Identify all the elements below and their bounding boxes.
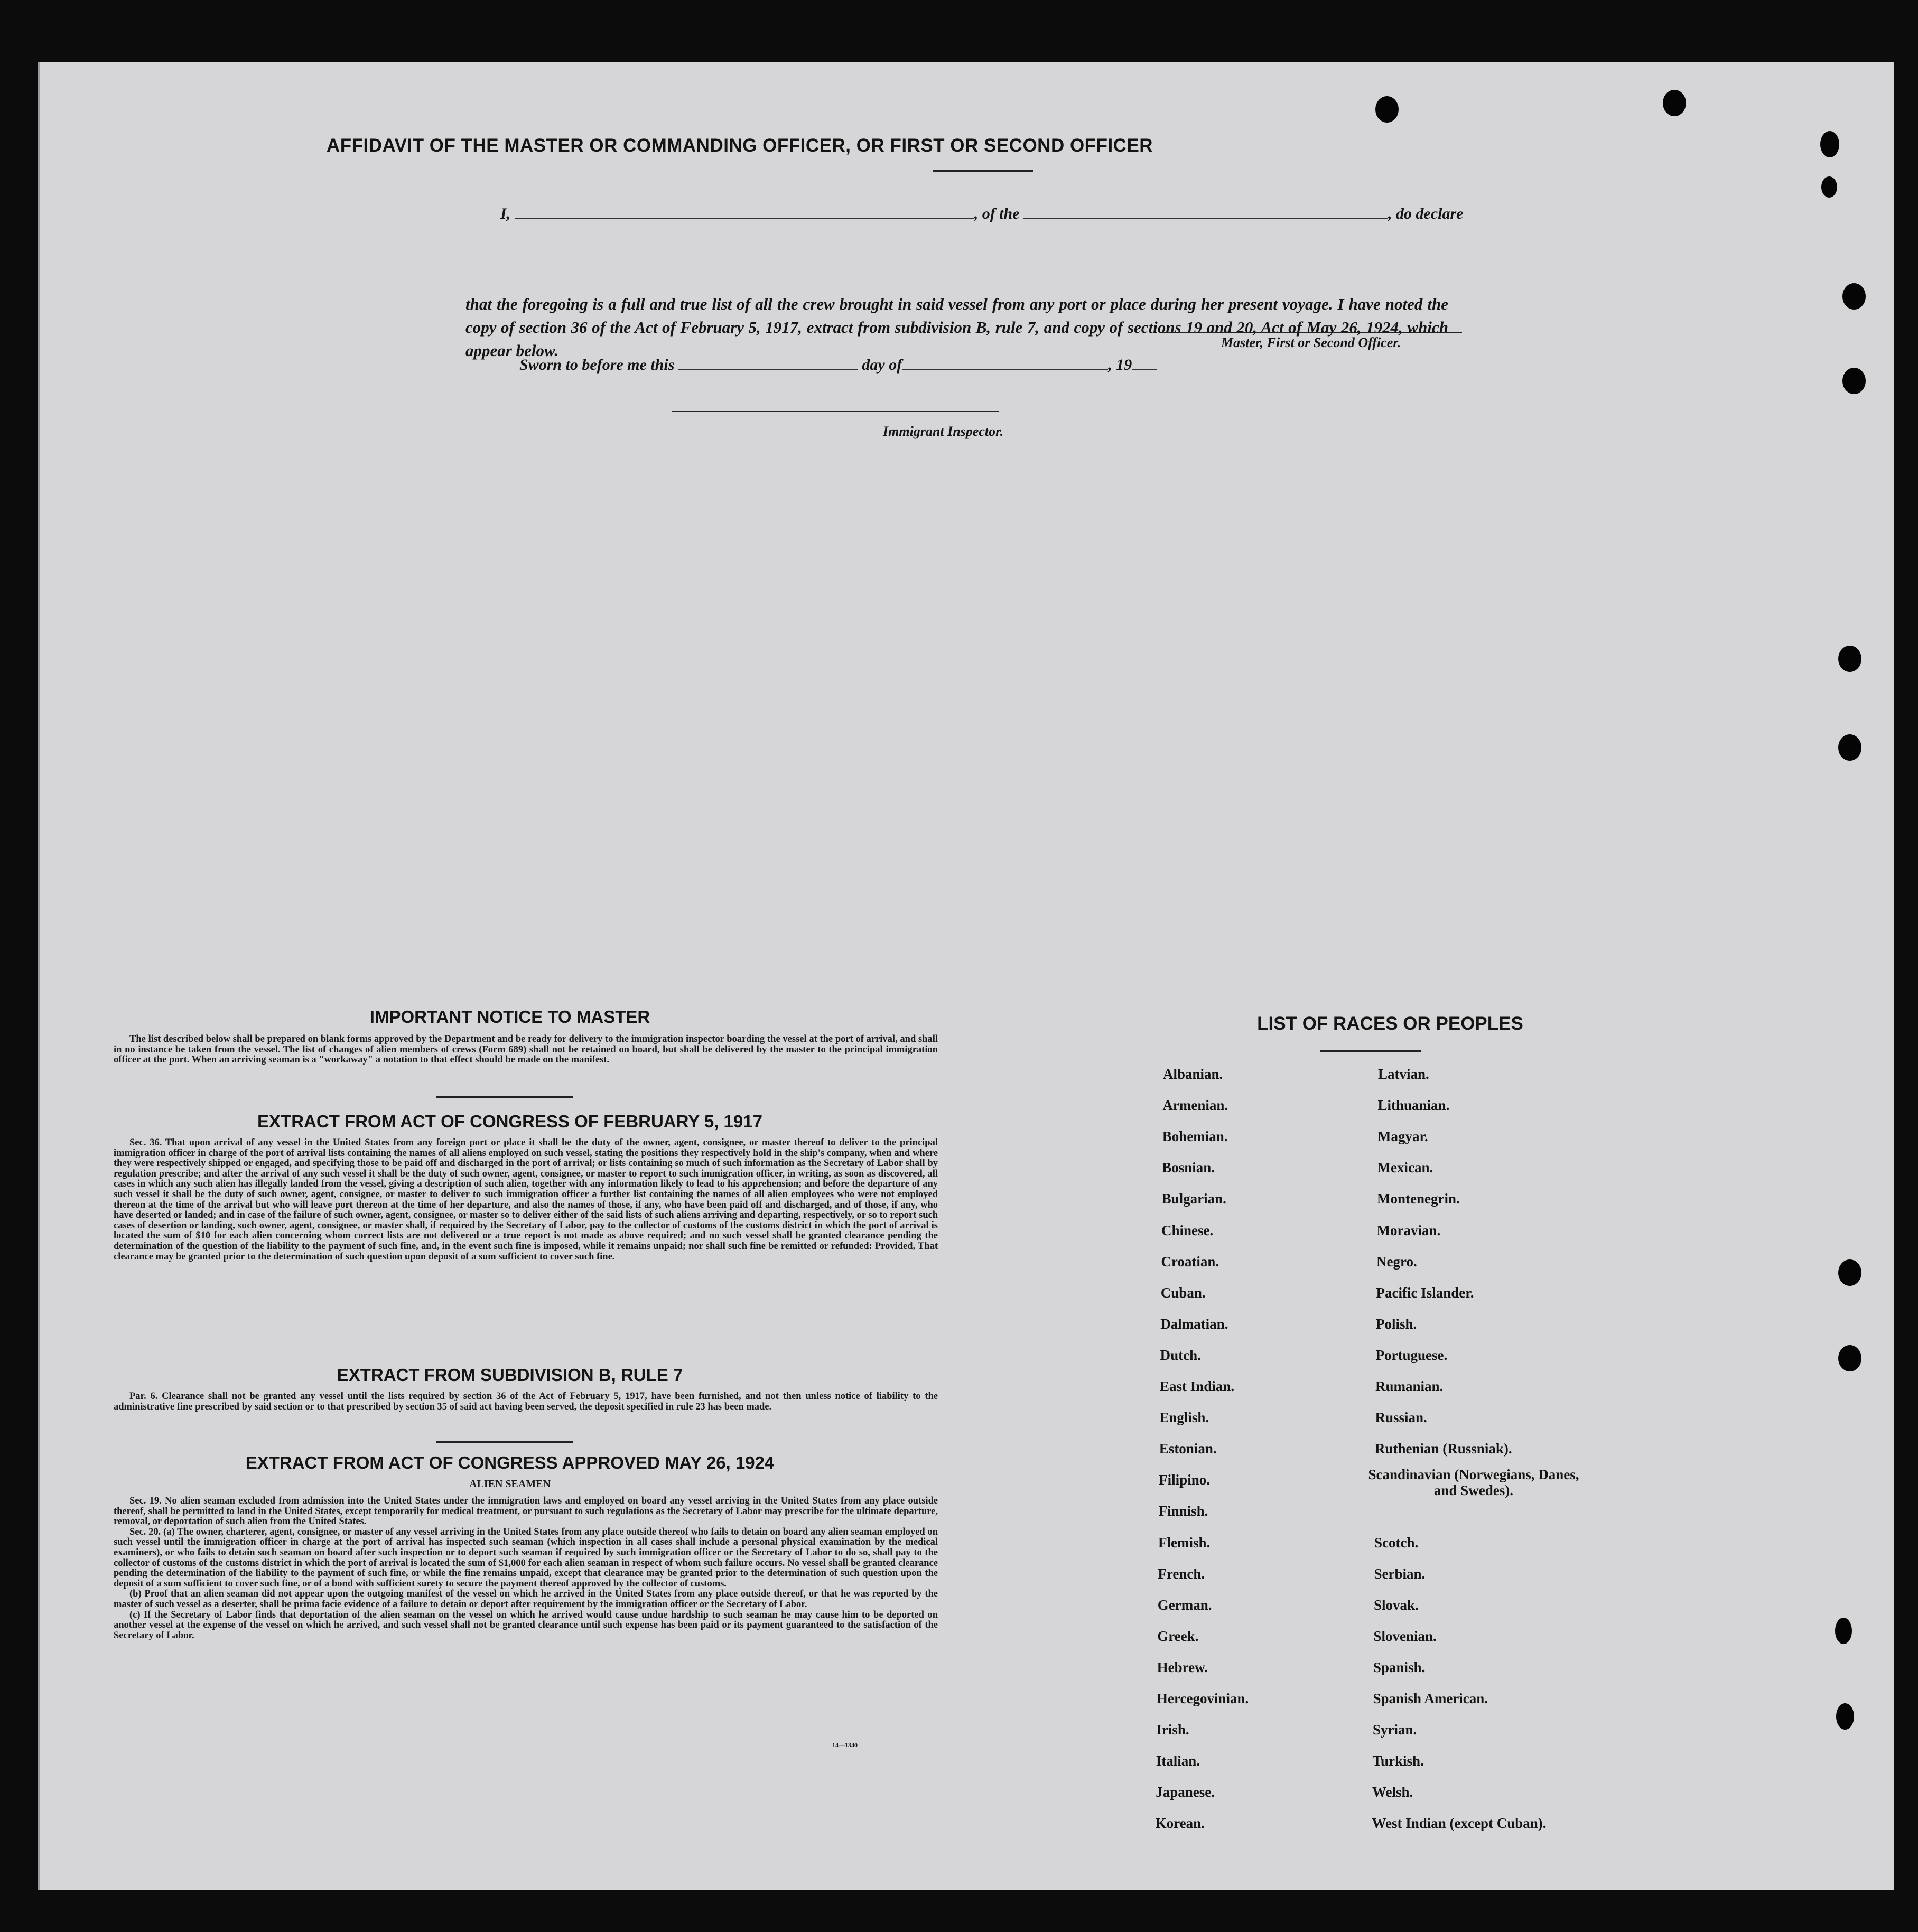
race-item: Bosnian. (1162, 1160, 1215, 1176)
race-item: Irish. (1156, 1722, 1189, 1738)
race-item: Albanian. (1163, 1066, 1223, 1082)
race-item: Flemish. (1158, 1534, 1211, 1551)
master-signature-line (1161, 332, 1462, 333)
do-declare-label: , do declare (1388, 205, 1464, 222)
affidavit-title: AFFIDAVIT OF THE MASTER OR COMMANDING OFFICER, OR FIRST OR SECOND OFFICER (326, 135, 1153, 156)
race-item: Korean. (1155, 1815, 1205, 1832)
race-item: Magyar. (1377, 1128, 1428, 1145)
race-item: Slovenian. (1373, 1628, 1437, 1644)
races-title: LIST OF RACES OR PEOPLES (1257, 1013, 1523, 1034)
race-item: Greek. (1157, 1628, 1199, 1644)
declarant-line (500, 205, 1463, 223)
race-item: Pacific Islander. (1376, 1284, 1474, 1301)
race-item: Filipino. (1159, 1472, 1210, 1488)
extract-1917-title: EXTRACT FROM ACT OF CONGRESS OF FEBRUARY 5, 1917 (257, 1112, 762, 1131)
sec-20a-paragraph: Sec. 20. (a) The owner, charterer, agent, consignee, or master of any vessel arriving in the United States from any place outside thereof who fails to detain on board any alien seaman employed on such vessel until the immigration officer in charge at the port of arrival has inspected such seaman (which inspection in all cases shall include a personal physical examination by the medical examiners), or who fails to detain such seaman on board after such inspection or to deport such seaman if required by such immigration officer or the Secretary of Labor to do so, shall pay to the collector of customs of the customs district in which the port of arrival is located the sum of $1,000 for each alien seaman in respect of whom such failure occurs. No vessel shall be granted clearance pending the determination of the liability to the payment of such fine, or while the fine remains unpaid, except that clearance may be granted prior to the determination of such question upon the deposit of a sum sufficient to cover such fine, or of a bond with sufficient surety to secure the payment thereof approved by the collector of customs. (114, 1526, 938, 1589)
title-divider (933, 170, 1033, 172)
race-item: Serbian. (1374, 1565, 1426, 1582)
race-item: Estonian. (1159, 1441, 1217, 1457)
rule7-divider (436, 1441, 573, 1443)
race-item: Spanish American. (1373, 1691, 1488, 1706)
extract-1924-subtitle: ALIEN SEAMEN (469, 1478, 551, 1490)
extract-1924-title: EXTRACT FROM ACT OF CONGRESS APPROVED MAY 26, 1924 (245, 1453, 775, 1472)
race-item: Bulgarian. (1161, 1191, 1226, 1207)
race-item: Cuban. (1160, 1284, 1206, 1301)
notice-title: IMPORTANT NOTICE TO MASTER (369, 1007, 650, 1026)
sworn-label: Sworn to before me this (519, 356, 675, 374)
vessel-name-field[interactable] (1023, 216, 1388, 219)
race-item: Hebrew. (1157, 1659, 1208, 1675)
race-item: Italian. (1156, 1753, 1200, 1769)
race-item: Syrian. (1373, 1722, 1417, 1738)
sec-36-paragraph: Sec. 36. That upon arrival of any vessel in the United States from any foreign port or place it shall be the duty of the owner, agent, consignee, or master thereof to deliver to the principal immigration officer in charge of the port of arrival lists containing the names of all aliens employed on such vessel, stating the positions they respectively hold in the ship's company, when and where they were respectively shipped or engaged, and specifying those to be paid off and discharged in the port of arrival; or lists containing so much of such information as the Secretary of Labor shall by regulation prescribe; and after the arrival of any such vessel it shall be the duty of such owner, agent, consignee, or master to report to such immigration officer, in writing, as soon as discovered, all cases in which any such alien has illegally landed from the vessel, giving a description of such alien, together with any information likely to lead to his apprehension; and before the departure of any such vessel it shall be the duty of such owner, agent, consignee, or master to deliver to such immigration officer a further list containing the names of all alien employees who were not employed thereon at the time of the arrival but who will leave port thereon at the time of her departure, and also the names of those, if any, who have been paid off and discharged, and of those, if any, who have deserted or landed; and in case of the failure of such owner, agent, consignee, or master so to deliver either of the said lists of such aliens arriving and departing, respectively, or so to report such cases of desertion or landing, such owner, agent, consignee, or master shall, if required by the Secretary of Labor, pay to the collector of customs of the customs district in which the port of arrival is located the sum of $10 for each alien concerning whom correct lists are not delivered or a true report is not made as above required; and no such vessel shall be granted clearance pending the determination of the question of the liability to the payment of such fine, and, in the event such fine is imposed, while it remains unpaid; nor shall such fine be remitted or refunded: Provided, That clearance may be granted prior to the determination of such question upon deposit of a sum sufficient to cover such fine. (114, 1137, 938, 1262)
notice-text (114, 1034, 938, 1066)
inspector-signature-label: Immigrant Inspector. (883, 424, 1004, 439)
year-prefix-label: , 19 (1108, 356, 1132, 374)
race-item: Bohemian. (1162, 1128, 1228, 1145)
notice-divider (436, 1096, 573, 1098)
extract-1924-text (114, 1496, 938, 1641)
race-item: Rumanian. (1375, 1378, 1444, 1394)
race-item: Moravian. (1376, 1222, 1441, 1238)
race-item: Armenian. (1162, 1097, 1228, 1114)
race-item: East Indian. (1160, 1378, 1235, 1394)
race-item: Dalmatian. (1160, 1315, 1228, 1332)
punch-hole (1835, 1618, 1852, 1644)
sworn-year-field[interactable] (1132, 367, 1157, 370)
race-item: Scotch. (1374, 1534, 1419, 1551)
punch-hole (1838, 1259, 1861, 1286)
race-item: Ruthenian (Russniak). (1375, 1441, 1512, 1457)
punch-hole (1663, 90, 1686, 116)
race-item: German. (1157, 1597, 1212, 1613)
extract-1917-text (114, 1138, 938, 1262)
par-6-paragraph: Par. 6. Clearance shall not be granted any vessel until the lists required by section 36 of the Act of February 5, 1917, have been furnished, and not then unless notice of liability to the administrative fine prescribed by said section or to that prescribed by section 35 of said act having been served, the deposit specified in rule 23 has been made. (114, 1391, 938, 1412)
punch-hole (1836, 1703, 1854, 1730)
punch-hole (1820, 131, 1839, 157)
punch-hole (1842, 283, 1866, 310)
race-item: Spanish. (1373, 1659, 1426, 1675)
race-item: Negro. (1376, 1253, 1417, 1270)
master-signature-label: Master, First or Second Officer. (1221, 335, 1401, 350)
extract-rule7-text (114, 1392, 938, 1412)
day-of-label: day of (862, 356, 902, 374)
race-item: Mexican. (1377, 1160, 1433, 1176)
race-item: Russian. (1375, 1410, 1427, 1426)
race-item: Japanese. (1156, 1784, 1215, 1800)
race-item: Montenegrin. (1377, 1191, 1460, 1207)
race-item: Finnish. (1158, 1503, 1208, 1519)
punch-hole (1821, 176, 1837, 198)
race-item: Portuguese. (1375, 1347, 1448, 1363)
race-item: French. (1158, 1565, 1205, 1582)
extract-rule7-title: EXTRACT FROM SUBDIVISION B, RULE 7 (337, 1365, 683, 1385)
punch-hole (1838, 1345, 1861, 1371)
race-item: Welsh. (1372, 1784, 1413, 1800)
race-item: English. (1159, 1410, 1209, 1426)
sec-20c-paragraph: (c) If the Secretary of Labor finds that deportation of the alien seaman on the vessel on which he arrived would cause undue hardship to such seaman he may cause him to be deported on another vessel at the expense of the vessel on which he arrived, and such vessel shall not be granted clearance until such expense has been paid or its payment guaranteed to the satisfaction of the Secretary of Labor. (114, 1609, 938, 1641)
race-item: Slovak. (1374, 1597, 1419, 1613)
punch-hole (1375, 96, 1399, 123)
notice-paragraph: The list described below shall be prepared on blank forms approved by the Department and be ready for delivery to the immigration inspector boarding the vessel at the port of arrival, and shall in no instance be taken from the vessel. The list of changes of alien members of crews (Form 689) shall not be retained on board, but shall be delivered by the master to the principal immigration officer at the port. When an arriving seaman is a "workaway" a notation to that effect should be made on the manifest. (114, 1034, 938, 1066)
sec-19-paragraph: Sec. 19. No alien seaman excluded from admission into the United States under the immigration laws and employed on board any vessel arriving in the United States from any place outside thereof, shall be permitted to land in the United States, except temporarily for medical treatment, or pursuant to such regulations as the Secretary of Labor may prescribe for the ultimate departure, removal, or deportation of such alien from the United States. (114, 1496, 938, 1527)
declaration-text: that the foregoing is a full and true list of all the crew brought in said vessel from any port or place during her present voyage. I have noted the copy of section 36 of the Act of February 5, 1917, extract from subdivision B, rule 7, and copy of sections 19 and 20, Act of May 26, 1924, which appear below. (465, 295, 1448, 360)
race-item: Croatian. (1161, 1253, 1219, 1270)
document-page (38, 62, 1894, 1890)
sworn-day-field[interactable] (678, 367, 858, 370)
sworn-month-field[interactable] (902, 367, 1108, 370)
inspector-signature-line (672, 411, 999, 412)
races-divider (1320, 1050, 1421, 1052)
race-item: West Indian (except Cuban). (1372, 1815, 1547, 1832)
race-item: Latvian. (1378, 1066, 1429, 1082)
i-label: I, (500, 205, 511, 222)
sworn-line (519, 356, 1157, 374)
form-number: 14—1340 (832, 1741, 858, 1749)
race-item: Lithuanian. (1377, 1097, 1450, 1114)
race-item: Polish. (1376, 1315, 1417, 1332)
race-item: Hercegovinian. (1157, 1691, 1249, 1706)
race-item: Dutch. (1160, 1347, 1201, 1363)
race-item: Chinese. (1161, 1222, 1214, 1238)
punch-hole (1842, 368, 1866, 394)
punch-hole (1838, 734, 1861, 761)
race-item: Turkish. (1372, 1753, 1424, 1769)
of-the-label: , of the (974, 205, 1020, 222)
declarant-name-field[interactable] (515, 216, 974, 219)
sec-20b-paragraph: (b) Proof that an alien seaman did not appear upon the outgoing manifest of the vessel on which he arrived in the United States from any place outside thereof, or that he was reported by the master of such vessel as a deserter, shall be prima facie evidence of a failure to detain or deport after requirement by the immigration officer or the Secretary of Labor. (114, 1589, 938, 1610)
punch-hole (1838, 646, 1861, 672)
race-item: Scandinavian (Norwegians, Danes, and Swedes). (1368, 1467, 1579, 1499)
